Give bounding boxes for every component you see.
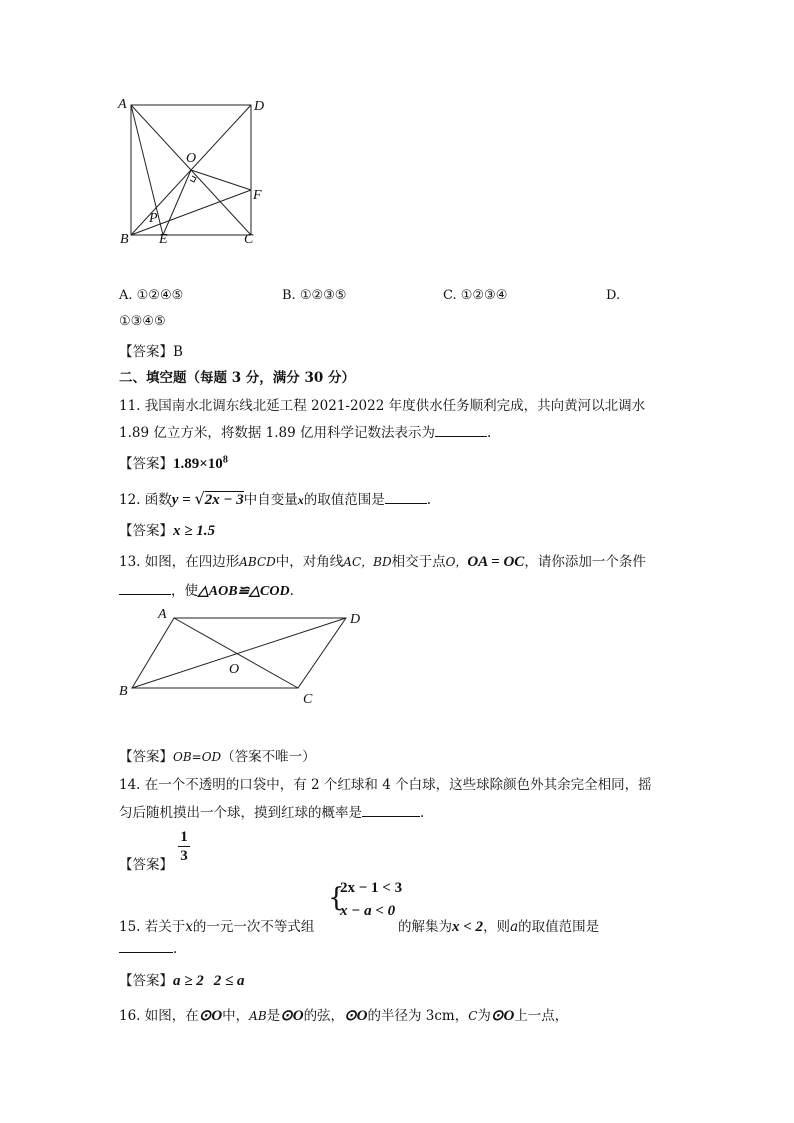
- square-figure: [112, 90, 282, 250]
- q12-post: 的取值范围是: [303, 492, 385, 508]
- point-c: C: [468, 1009, 478, 1023]
- diagonal-bd: [132, 618, 346, 688]
- q15-pre: 15. 若关于: [119, 919, 186, 935]
- diagonal-ac: [174, 618, 298, 688]
- label-a: A: [158, 607, 167, 622]
- q13-line1: [119, 550, 646, 571]
- section-title: 二、填空题（每题 3 分，满分 30 分）: [119, 370, 355, 386]
- var-a: a: [510, 919, 519, 935]
- q11-end: .: [487, 425, 492, 441]
- answer-value: B: [173, 344, 183, 360]
- q10-answer: [119, 340, 183, 360]
- q13-mid1: 中，对角线: [275, 554, 344, 570]
- q12-pre: 12. 函数: [119, 492, 172, 508]
- answer-base: 1.89×10: [173, 456, 223, 472]
- answer-label: 【答案】: [119, 973, 173, 989]
- answer-blank: [119, 940, 173, 953]
- q12-line: [119, 488, 431, 509]
- q11-text: 1.89 亿立方米，将数据 1.89 亿用科学记数法表示为: [119, 425, 435, 441]
- answer-label: 【答案】: [119, 456, 173, 472]
- label-e: E: [159, 232, 168, 247]
- q13-end: .: [289, 583, 294, 599]
- label-p: P: [149, 211, 158, 226]
- label-d: D: [254, 99, 265, 114]
- q12-end: .: [426, 492, 432, 508]
- q15-end: .: [173, 941, 178, 957]
- func-lhs: y =: [171, 492, 195, 508]
- label-d: D: [350, 612, 361, 627]
- q16-mid2: 是: [266, 1008, 281, 1024]
- solution-set: x < 2: [452, 919, 484, 935]
- answer-blank: [385, 491, 427, 504]
- circle-o: ⊙O: [344, 1008, 368, 1024]
- answer-label: 【答案】: [119, 344, 173, 360]
- q16-mid4: 的半径为 3cm，: [367, 1008, 469, 1024]
- choice-a: A. ①②④⑤: [119, 288, 184, 303]
- q12-answer: [119, 519, 215, 540]
- answer-blank: [119, 582, 171, 595]
- label-o: O: [186, 151, 197, 166]
- segment-ae: [131, 105, 163, 235]
- q14-text: 匀后随机摸出一个球，摸到红球的概率是: [119, 805, 362, 821]
- diagonals: AC，BD: [343, 555, 392, 569]
- denominator: 3: [178, 846, 190, 865]
- q15-answer: [119, 969, 244, 990]
- q16-mid3: 的弦，: [303, 1008, 345, 1024]
- q16-post: 上一点，: [514, 1008, 569, 1024]
- answer-label: 【答案】: [119, 523, 173, 539]
- quad-name: ABCD: [239, 555, 276, 569]
- answer-blank: [362, 804, 420, 817]
- answer-blank: [435, 424, 487, 437]
- q11-answer: [119, 452, 228, 473]
- q15-line2: [119, 940, 177, 957]
- label-c: C: [303, 692, 313, 707]
- answer-exponent: 8: [222, 454, 228, 466]
- q15-mid: 的一元一次不等式组: [192, 919, 315, 935]
- q16-line1: [119, 1004, 568, 1025]
- label-c: C: [244, 232, 254, 247]
- label-o: O: [229, 662, 240, 677]
- congruence: △AOB≌△COD: [198, 584, 290, 599]
- q16-mid1: 中，: [222, 1008, 250, 1024]
- var-x: x: [297, 493, 304, 507]
- q13-answer: [119, 745, 316, 765]
- q14-line2: [119, 801, 424, 821]
- q15-mid2: 的解集为: [398, 919, 452, 935]
- q12-mid: 中自变量: [243, 492, 298, 508]
- answer-label: 【答案】: [119, 749, 173, 765]
- q16-mid5: 为: [477, 1008, 491, 1024]
- q13-pre: 13. 如图，在四边形: [119, 554, 240, 570]
- q13-mid2: 相交于点: [391, 554, 446, 570]
- circle-o: ⊙O: [198, 1008, 223, 1024]
- label-a: A: [118, 97, 127, 112]
- q16-pre: 16. 如图，在: [119, 1008, 199, 1024]
- q13-line2a: ，使: [171, 583, 198, 599]
- q15-post: ，则: [483, 919, 511, 935]
- system-line2: x − a < 0: [340, 903, 396, 919]
- q14-fraction: [178, 828, 190, 865]
- system-brace: {: [328, 883, 345, 913]
- label-b: B: [119, 684, 128, 699]
- choice-b: B. ①②③⑤: [282, 288, 347, 303]
- chord-ab: AB: [249, 1009, 267, 1023]
- choice-c: C. ①②③④: [443, 288, 508, 303]
- choice-d-continued: ①③④⑤: [119, 314, 166, 329]
- q15-line1-a: [119, 915, 314, 935]
- q11-line2: [119, 421, 491, 441]
- condition: OA = OC: [467, 554, 525, 570]
- var-x: x: [185, 919, 193, 935]
- q13-post: ，请你添加一个条件: [524, 554, 646, 570]
- answer-value: OB=OD: [173, 750, 222, 764]
- q15-post2: 的取值范围是: [518, 919, 600, 935]
- label-b: B: [120, 232, 129, 247]
- segment-eo: [163, 170, 191, 235]
- choice-d: D.: [606, 288, 621, 303]
- circle-o: ⊙O: [280, 1008, 304, 1024]
- circle-o: ⊙O: [490, 1008, 515, 1024]
- q15-line1-b: [398, 915, 599, 936]
- answer-value-1: a ≥ 2: [173, 973, 204, 989]
- q11-line1: 11. 我国南水北调东线北延工程 2021-2022 年度供水任务顺利完成，共向黄河以北调水: [119, 398, 646, 414]
- right-angle-mark: [190, 176, 196, 182]
- point-o: O，: [445, 555, 468, 569]
- q14-answer-label: 【答案】: [119, 857, 173, 873]
- func-radicand: 2x − 3: [204, 492, 244, 508]
- q14-line1: 14. 在一个不透明的口袋中，有 2 个红球和 4 个白球，这些球除颜色外其余完全相同，摇: [119, 777, 652, 793]
- q14-end: .: [420, 805, 425, 821]
- q13-line2: [119, 579, 294, 600]
- sqrt-sign: √: [194, 489, 205, 508]
- parallelogram-figure: [116, 602, 366, 712]
- answer-value: x ≥ 1.5: [173, 523, 215, 539]
- answer-note: （答案不唯一）: [221, 749, 316, 765]
- label-f: F: [253, 188, 262, 203]
- answer-value-2: 2 ≤ a: [213, 973, 245, 989]
- numerator: 1: [180, 829, 188, 845]
- system-line1: 2x − 1 < 3: [340, 880, 403, 896]
